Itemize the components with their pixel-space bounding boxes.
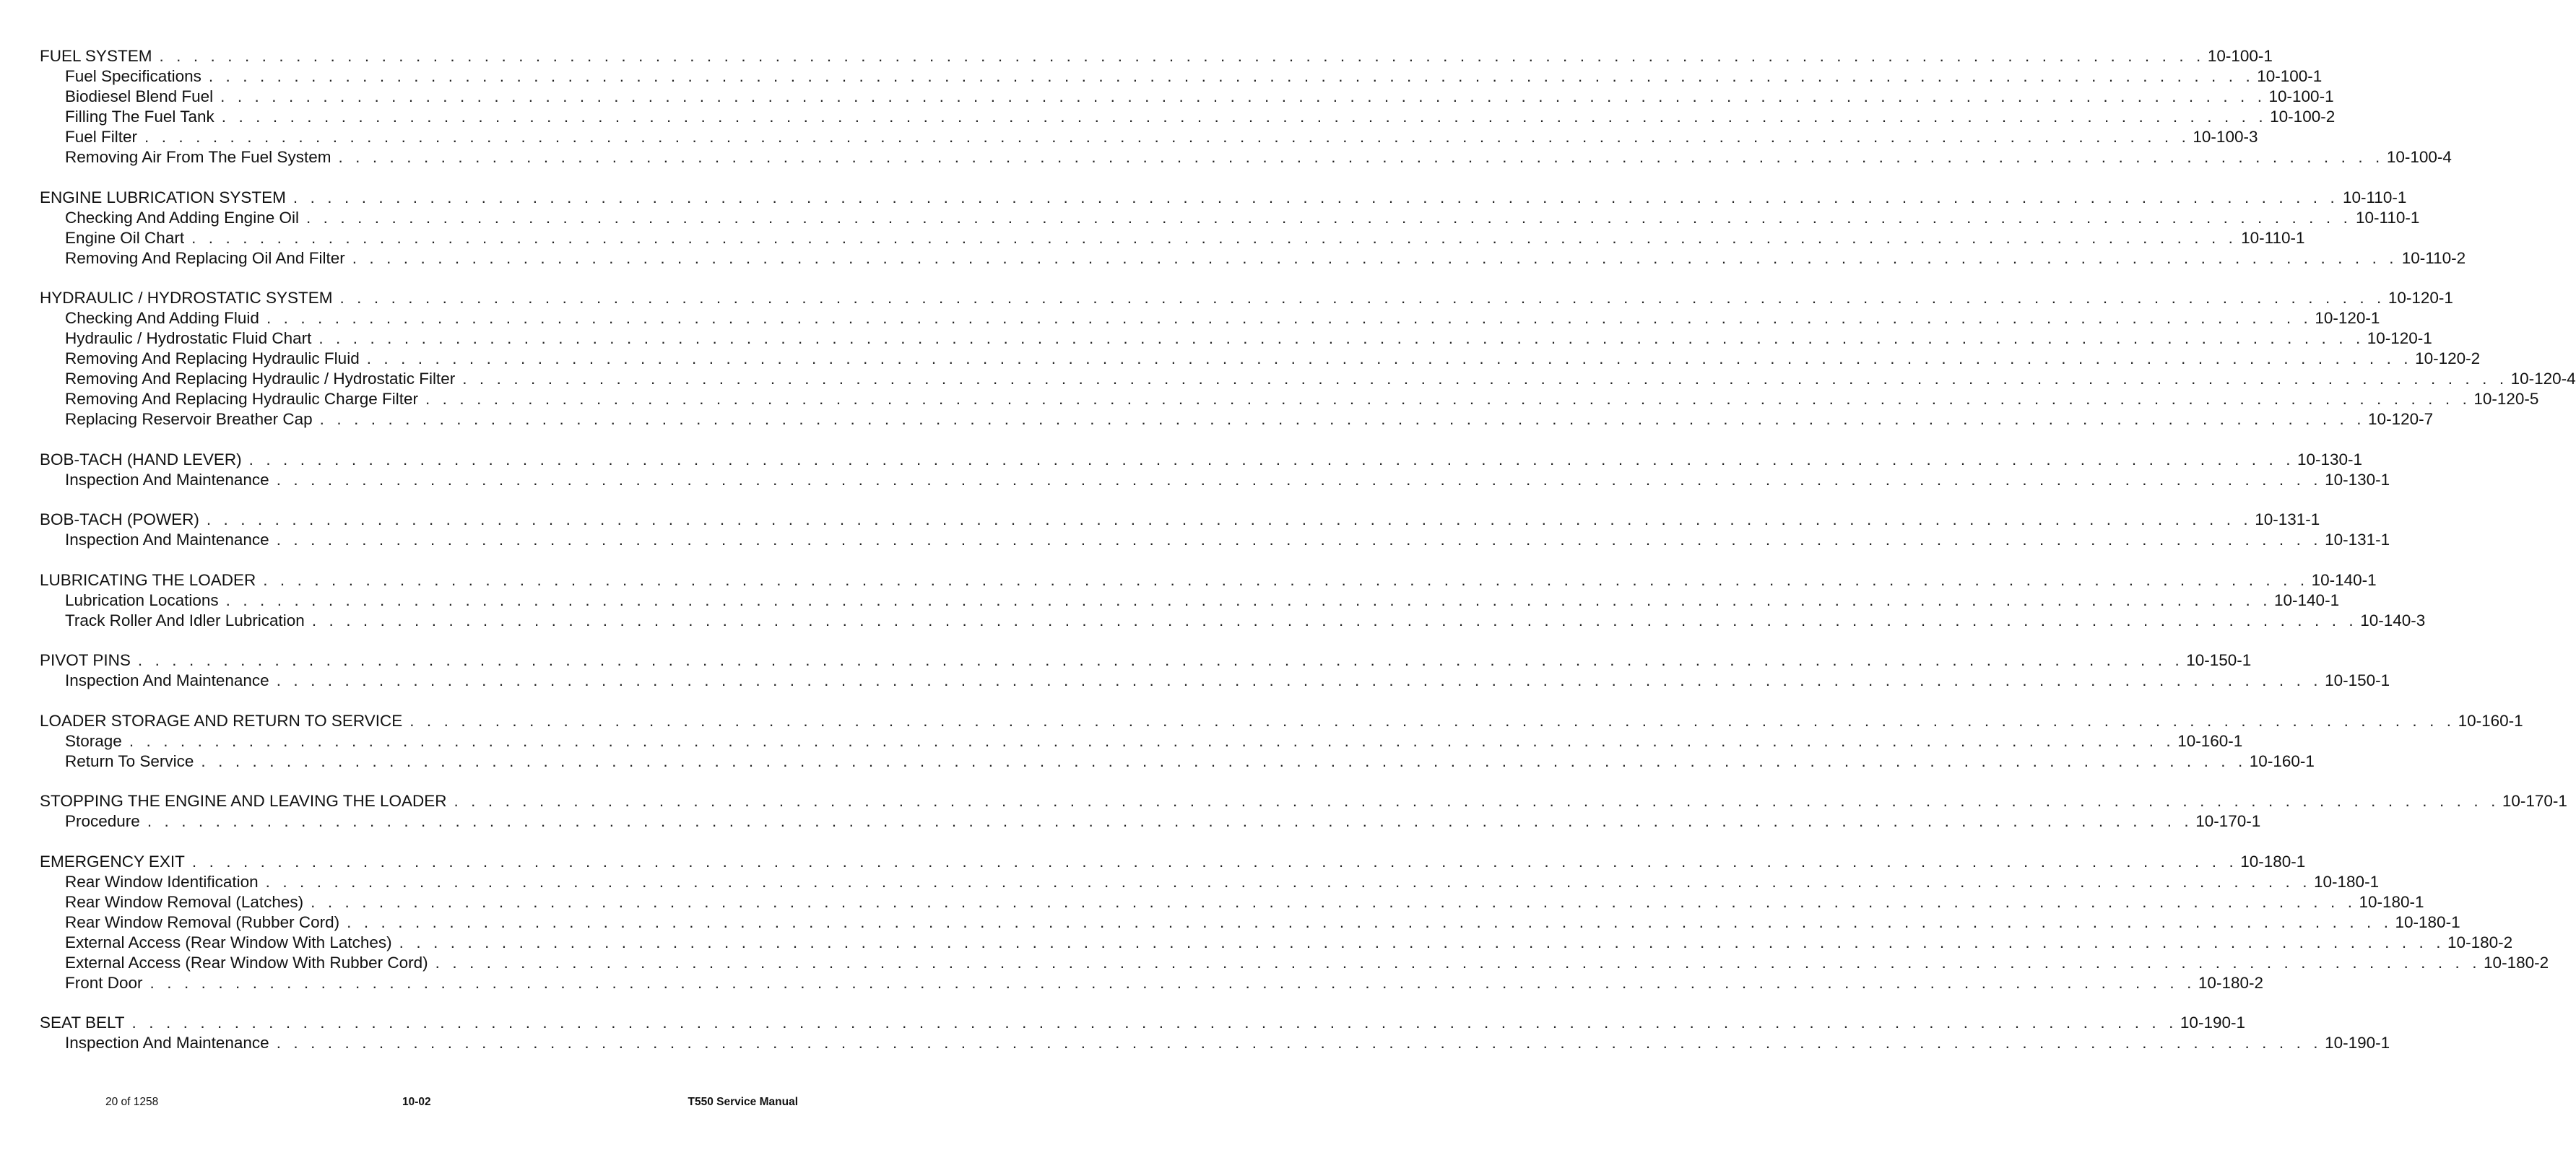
toc-page-number: 10-180-1	[2314, 872, 2380, 891]
toc-section-title: ENGINE LUBRICATION SYSTEM	[40, 188, 286, 206]
toc-subentry-title: Rear Window Removal (Rubber Cord)	[65, 912, 340, 931]
page-count: 20 of 1258	[105, 1096, 159, 1108]
toc-page-number: 10-180-2	[2447, 933, 2513, 951]
toc-subentry[interactable]	[40, 671, 2390, 691]
toc-subentry[interactable]	[40, 530, 2390, 550]
dot-leader: . . . . . . . . . . . . . . . . . . . . . . . . . . . . . . . . . . . . . . . . . . . . . . . . . . . . . . . . . . . . . . . . . . . . . . . . . . . . . . . . . . . . . . . . . . . . . . . . . . . . . . . . . . . . . . . . . . . . . . . .	[159, 47, 2205, 65]
toc-subentry-title: Fuel Specifications	[65, 67, 201, 85]
toc-section-title: HYDRAULIC / HYDROSTATIC SYSTEM	[40, 289, 333, 307]
dot-leader: . . . . . . . . . . . . . . . . . . . . . . . . . . . . . . . . . . . . . . . . . . . . . . . . . . . . . . . . . . . . . . . . . . . . . . . . . . . . . . . . . . . . . . . . . . . . . . . . . . . . . . . . . . . . . . . . . . . . . . . .	[147, 812, 2193, 830]
dot-leader: . . . . . . . . . . . . . . . . . . . . . . . . . . . . . . . . . . . . . . . . . . . . . . . . . . . . . . . . . . . . . . . . . . . . . . . . . . . . . . . . . . . . . . . . . . . . . . . . . . . . . . . . . . . . . . . . . . . . . . . .	[144, 128, 2190, 146]
toc-page-number: 10-100-1	[2268, 87, 2334, 105]
dot-leader: . . . . . . . . . . . . . . . . . . . . . . . . . . . . . . . . . . . . . . . . . . . . . . . . . . . . . . . . . . . . . . . . . . . . . . . . . . . . . . . . . . . . . . . . . . . . . . . . . . . . . . . . . . . . . . . . . . . . . . . .	[311, 611, 2358, 629]
toc-subentry[interactable]	[40, 933, 2513, 953]
dot-leader: . . . . . . . . . . . . . . . . . . . . . . . . . . . . . . . . . . . . . . . . . . . . . . . . . . . . . . . . . . . . . . . . . . . . . . . . . . . . . . . . . . . . . . . . . . . . . . . . . . . . . . . . . . . . . . . . . . . . . . . .	[276, 671, 2323, 689]
dot-leader: . . . . . . . . . . . . . . . . . . . . . . . . . . . . . . . . . . . . . . . . . . . . . . . . . . . . . . . . . . . . . . . . . . . . . . . . . . . . . . . . . . . . . . . . . . . . . . . . . . . . . . . . . . . . . . . . . . . . . . . .	[206, 510, 2252, 528]
toc-subentry-title: Biodiesel Blend Fuel	[65, 87, 214, 105]
toc-subentry[interactable]	[40, 590, 2340, 611]
toc-section-entry[interactable]	[40, 570, 2377, 590]
toc-page-number: 10-180-1	[2395, 912, 2460, 931]
dot-leader: . . . . . . . . . . . . . . . . . . . . . . . . . . . . . . . . . . . . . . . . . . . . . . . . . . . . . . . . . . . . . . . . . . . . . . . . . . . . . . . . . . . . . . . . . . . . . . . . . . . . . . . . . . . . . . . . . . . . . . . .	[338, 148, 2384, 166]
toc-subentry-title: Removing And Replacing Hydraulic / Hydrostatic Filter	[65, 370, 456, 388]
dot-leader: . . . . . . . . . . . . . . . . . . . . . . . . . . . . . . . . . . . . . . . . . . . . . . . . . . . . . . . . . . . . . . . . . . . . . . . . . . . . . . . . . . . . . . . . . . . . . . . . . . . . . . . . . . . . . . . . . . . . . . . .	[248, 450, 2295, 468]
toc-subentry-title: Checking And Adding Engine Oil	[65, 208, 299, 227]
toc-subentry-title: Hydraulic / Hydrostatic Fluid Chart	[65, 329, 312, 347]
toc-page-number: 10-120-5	[2473, 390, 2539, 408]
toc-subentry-title: External Access (Rear Window With Latches)	[65, 933, 392, 951]
toc-subentry[interactable]	[40, 912, 2460, 933]
toc-subentry[interactable]	[40, 349, 2481, 369]
toc-page-number: 10-180-2	[2484, 953, 2549, 972]
toc-page-number: 10-120-2	[2415, 349, 2481, 367]
toc-section-entry[interactable]	[40, 650, 2252, 671]
dot-leader: . . . . . . . . . . . . . . . . . . . . . . . . . . . . . . . . . . . . . . . . . . . . . . . . . . . . . . . . . . . . . . . . . . . . . . . . . . . . . . . . . . . . . . . . . . . . . . . . . . . . . . . . . . . . . . . . . . . . . . . .	[318, 329, 2364, 347]
toc-page-number: 10-131-1	[2325, 531, 2390, 549]
toc-section	[40, 852, 2549, 993]
toc-subentry-title: Front Door	[65, 973, 143, 992]
manual-title: T550 Service Manual	[688, 1096, 798, 1108]
toc-page-number: 10-120-4	[2510, 370, 2576, 388]
toc-section	[40, 510, 2390, 550]
toc-subentry-title: Removing And Replacing Oil And Filter	[65, 248, 345, 267]
toc-subentry-title: Replacing Reservoir Breather Cap	[65, 410, 313, 428]
toc-page-number: 10-110-1	[2356, 208, 2420, 227]
toc-section-entry[interactable]	[40, 852, 2306, 872]
toc-subentry-title: Removing Air From The Fuel System	[65, 148, 331, 166]
toc-section	[40, 188, 2466, 269]
toc-section-entry[interactable]	[40, 711, 2523, 731]
dot-leader: . . . . . . . . . . . . . . . . . . . . . . . . . . . . . . . . . . . . . . . . . . . . . . . . . . . . . . . . . . . . . . . . . . . . . . . . . . . . . . . . . . . . . . . . . . . . . . . . . . . . . . . . . . . . . . . . . . . . . . . .	[366, 349, 2413, 367]
toc-subentry-title: Inspection And Maintenance	[65, 470, 269, 489]
dot-leader: . . . . . . . . . . . . . . . . . . . . . . . . . . . . . . . . . . . . . . . . . . . . . . . . . . . . . . . . . . . . . . . . . . . . . . . . . . . . . . . . . . . . . . . . . . . . . . . . . . . . . . . . . . . . . . . . . . . . . . . .	[425, 390, 2471, 408]
toc-page-number: 10-120-7	[2368, 410, 2434, 428]
toc-section-title: STOPPING THE ENGINE AND LEAVING THE LOADER	[40, 792, 447, 810]
dot-leader: . . . . . . . . . . . . . . . . . . . . . . . . . . . . . . . . . . . . . . . . . . . . . . . . . . . . . . . . . . . . . . . . . . . . . . . . . . . . . . . . . . . . . . . . . . . . . . . . . . . . . . . . . . . . . . . . . . . . . . . .	[191, 228, 2237, 247]
dot-leader: . . . . . . . . . . . . . . . . . . . . . . . . . . . . . . . . . . . . . . . . . . . . . . . . . . . . . . . . . . . . . . . . . . . . . . . . . . . . . . . . . . . . . . . . . . . . . . . . . . . . . . . . . . . . . . . . . . . . . . . .	[137, 651, 2184, 669]
toc-page-number: 10-100-4	[2386, 148, 2452, 166]
toc-page-number: 10-140-3	[2360, 611, 2426, 629]
toc-subentry[interactable]	[40, 409, 2434, 430]
toc-page-number: 10-100-1	[2207, 47, 2273, 65]
dot-leader: . . . . . . . . . . . . . . . . . . . . . . . . . . . . . . . . . . . . . . . . . . . . . . . . . . . . . . . . . . . . . . . . . . . . . . . . . . . . . . . . . . . . . . . . . . . . . . . . . . . . . . . . . . . . . . . . . . . . . . . .	[149, 973, 2195, 992]
toc-page-number: 10-110-1	[2342, 188, 2407, 206]
toc-section-title: EMERGENCY EXIT	[40, 852, 185, 871]
toc-subentry[interactable]	[40, 731, 2243, 751]
toc-subentry[interactable]	[40, 872, 2380, 892]
toc-subentry[interactable]	[40, 973, 2263, 993]
toc-section	[40, 1013, 2390, 1053]
dot-leader: . . . . . . . . . . . . . . . . . . . . . . . . . . . . . . . . . . . . . . . . . . . . . . . . . . . . . . . . . . . . . . . . . . . . . . . . . . . . . . . . . . . . . . . . . . . . . . . . . . . . . . . . . . . . . . . . . . . . . . . .	[276, 531, 2323, 549]
toc-page-number: 10-170-1	[2195, 812, 2261, 830]
toc-subentry-title: Rear Window Removal (Latches)	[65, 892, 304, 911]
toc-subentry[interactable]	[40, 751, 2315, 772]
toc-subentry-title: External Access (Rear Window With Rubber Cord)	[65, 953, 428, 972]
toc-subentry-title: Checking And Adding Fluid	[65, 309, 259, 327]
toc-subentry-title: Fuel Filter	[65, 128, 138, 146]
toc-section	[40, 650, 2390, 691]
toc-page-number: 10-140-1	[2274, 590, 2340, 609]
dot-leader: . . . . . . . . . . . . . . . . . . . . . . . . . . . . . . . . . . . . . . . . . . . . . . . . . . . . . . . . . . . . . . . . . . . . . . . . . . . . . . . . . . . . . . . . . . . . . . . . . . . . . . . . . . . . . . . . . . . . . . . .	[462, 370, 2508, 388]
toc-page-number: 10-180-1	[2359, 892, 2424, 911]
toc-section-entry[interactable]	[40, 46, 2273, 66]
dot-leader: . . . . . . . . . . . . . . . . . . . . . . . . . . . . . . . . . . . . . . . . . . . . . . . . . . . . . . . . . . . . . . . . . . . . . . . . . . . . . . . . . . . . . . . . . . . . . . . . . . . . . . . . . . . . . . . . . . . . . . . .	[311, 892, 2356, 911]
dot-leader: . . . . . . . . . . . . . . . . . . . . . . . . . . . . . . . . . . . . . . . . . . . . . . . . . . . . . . . . . . . . . . . . . . . . . . . . . . . . . . . . . . . . . . . . . . . . . . . . . . . . . . . . . . . . . . . . . . . . . . . .	[208, 67, 2255, 85]
dot-leader: . . . . . . . . . . . . . . . . . . . . . . . . . . . . . . . . . . . . . . . . . . . . . . . . . . . . . . . . . . . . . . . . . . . . . . . . . . . . . . . . . . . . . . . . . . . . . . . . . . . . . . . . . . . . . . . . . . . . . . . .	[339, 289, 2385, 307]
toc-section-title: FUEL SYSTEM	[40, 47, 152, 65]
toc-section-entry[interactable]	[40, 288, 2453, 308]
toc-subentry[interactable]	[40, 1033, 2390, 1053]
dot-leader: . . . . . . . . . . . . . . . . . . . . . . . . . . . . . . . . . . . . . . . . . . . . . . . . . . . . . . . . . . . . . . . . . . . . . . . . . . . . . . . . . . . . . . . . . . . . . . . . . . . . . . . . . . . . . . . . . . . . . . . .	[454, 792, 2499, 810]
toc-page-number: 10-100-3	[2193, 128, 2258, 146]
toc-subentry-title: Filling The Fuel Tank	[65, 108, 214, 126]
page-number: 10-02	[402, 1096, 431, 1108]
toc-subentry[interactable]	[40, 147, 2452, 167]
dot-leader: . . . . . . . . . . . . . . . . . . . . . . . . . . . . . . . . . . . . . . . . . . . . . . . . . . . . . . . . . . . . . . . . . . . . . . . . . . . . . . . . . . . . . . . . . . . . . . . . . . . . . . . . . . . . . . . . . . . . . . . .	[352, 248, 2398, 267]
toc-subentry[interactable]	[40, 389, 2539, 409]
dot-leader: . . . . . . . . . . . . . . . . . . . . . . . . . . . . . . . . . . . . . . . . . . . . . . . . . . . . . . . . . . . . . . . . . . . . . . . . . . . . . . . . . . . . . . . . . . . . . . . . . . . . . . . . . . . . . . . . . . . . . . . .	[319, 410, 2366, 428]
toc-subentry[interactable]	[40, 811, 2261, 832]
toc-section	[40, 570, 2426, 631]
toc-subentry[interactable]	[40, 228, 2305, 248]
toc-subentry-title: Removing And Replacing Hydraulic Charge Filter	[65, 390, 418, 408]
dot-leader: . . . . . . . . . . . . . . . . . . . . . . . . . . . . . . . . . . . . . . . . . . . . . . . . . . . . . . . . . . . . . . . . . . . . . . . . . . . . . . . . . . . . . . . . . . . . . . . . . . . . . . . . . . . . . . . . . . . . . . . .	[263, 570, 2309, 589]
toc-section-entry[interactable]	[40, 791, 2567, 811]
table-of-contents	[40, 46, 2576, 1073]
page-footer	[0, 1096, 847, 1112]
toc-subentry[interactable]	[40, 107, 2336, 127]
toc-subentry[interactable]	[40, 892, 2424, 912]
toc-subentry-title: Storage	[65, 731, 122, 750]
toc-page-number: 10-180-1	[2240, 852, 2306, 871]
toc-subentry[interactable]	[40, 470, 2390, 490]
toc-page-number: 10-110-2	[2401, 248, 2466, 267]
dot-leader: . . . . . . . . . . . . . . . . . . . . . . . . . . . . . . . . . . . . . . . . . . . . . . . . . . . . . . . . . . . . . . . . . . . . . . . . . . . . . . . . . . . . . . . . . . . . . . . . . . . . . . . . . . . . . . . . . . . . . . . .	[129, 731, 2175, 750]
dot-leader: . . . . . . . . . . . . . . . . . . . . . . . . . . . . . . . . . . . . . . . . . . . . . . . . . . . . . . . . . . . . . . . . . . . . . . . . . . . . . . . . . . . . . . . . . . . . . . . . . . . . . . . . . . . . . . . . . . . . . . . .	[276, 470, 2323, 489]
toc-subentry-title: Engine Oil Chart	[65, 228, 185, 247]
toc-subentry[interactable]	[40, 66, 2323, 87]
toc-subentry-title: Removing And Replacing Hydraulic Fluid	[65, 349, 360, 367]
dot-leader: . . . . . . . . . . . . . . . . . . . . . . . . . . . . . . . . . . . . . . . . . . . . . . . . . . . . . . . . . . . . . . . . . . . . . . . . . . . . . . . . . . . . . . . . . . . . . . . . . . . . . . . . . . . . . . . . . . . . . . . .	[131, 1014, 2177, 1032]
toc-page-number: 10-120-1	[2367, 329, 2432, 347]
toc-subentry-title: Return To Service	[65, 751, 194, 770]
toc-subentry-title: Inspection And Maintenance	[65, 1034, 269, 1052]
toc-subentry-title: Inspection And Maintenance	[65, 531, 269, 549]
dot-leader: . . . . . . . . . . . . . . . . . . . . . . . . . . . . . . . . . . . . . . . . . . . . . . . . . . . . . . . . . . . . . . . . . . . . . . . . . . . . . . . . . . . . . . . . . . . . . . . . . . . . . . . . . . . . . . . . . . . . . . . .	[435, 953, 2481, 972]
dot-leader: . . . . . . . . . . . . . . . . . . . . . . . . . . . . . . . . . . . . . . . . . . . . . . . . . . . . . . . . . . . . . . . . . . . . . . . . . . . . . . . . . . . . . . . . . . . . . . . . . . . . . . . . . . . . . . . . . . . . . . . .	[409, 711, 2455, 730]
toc-section-title: SEAT BELT	[40, 1014, 125, 1032]
toc-page-number: 10-100-2	[2270, 108, 2336, 126]
toc-section-title: BOB-TACH (HAND LEVER)	[40, 450, 242, 468]
dot-leader: . . . . . . . . . . . . . . . . . . . . . . . . . . . . . . . . . . . . . . . . . . . . . . . . . . . . . . . . . . . . . . . . . . . . . . . . . . . . . . . . . . . . . . . . . . . . . . . . . . . . . . . . . . . . . . . . . . . . . . . .	[220, 87, 2266, 105]
toc-section-entry[interactable]	[40, 1013, 2245, 1033]
dot-leader: . . . . . . . . . . . . . . . . . . . . . . . . . . . . . . . . . . . . . . . . . . . . . . . . . . . . . . . . . . . . . . . . . . . . . . . . . . . . . . . . . . . . . . . . . . . . . . . . . . . . . . . . . . . . . . . . . . . . . . . .	[399, 933, 2445, 951]
toc-page-number: 10-131-1	[2255, 510, 2320, 528]
toc-subentry[interactable]	[40, 611, 2426, 631]
dot-leader: . . . . . . . . . . . . . . . . . . . . . . . . . . . . . . . . . . . . . . . . . . . . . . . . . . . . . . . . . . . . . . . . . . . . . . . . . . . . . . . . . . . . . . . . . . . . . . . . . . . . . . . . . . . . . . . . . . . . . . . .	[292, 188, 2339, 206]
toc-subentry[interactable]	[40, 953, 2549, 973]
toc-subentry[interactable]	[40, 328, 2432, 349]
toc-page-number: 10-170-1	[2502, 792, 2567, 810]
dot-leader: . . . . . . . . . . . . . . . . . . . . . . . . . . . . . . . . . . . . . . . . . . . . . . . . . . . . . . . . . . . . . . . . . . . . . . . . . . . . . . . . . . . . . . . . . . . . . . . . . . . . . . . . . . . . . . . . . . . . . . . .	[265, 872, 2312, 891]
toc-subentry-title: Inspection And Maintenance	[65, 671, 269, 689]
toc-section-entry[interactable]	[40, 510, 2320, 530]
toc-section-title: BOB-TACH (POWER)	[40, 510, 199, 528]
dot-leader: . . . . . . . . . . . . . . . . . . . . . . . . . . . . . . . . . . . . . . . . . . . . . . . . . . . . . . . . . . . . . . . . . . . . . . . . . . . . . . . . . . . . . . . . . . . . . . . . . . . . . . . . . . . . . . . . . . . . . . . .	[305, 208, 2352, 227]
toc-subentry-title: Rear Window Identification	[65, 872, 259, 891]
dot-leader: . . . . . . . . . . . . . . . . . . . . . . . . . . . . . . . . . . . . . . . . . . . . . . . . . . . . . . . . . . . . . . . . . . . . . . . . . . . . . . . . . . . . . . . . . . . . . . . . . . . . . . . . . . . . . . . . . . . . . . . .	[347, 912, 2393, 931]
dot-leader: . . . . . . . . . . . . . . . . . . . . . . . . . . . . . . . . . . . . . . . . . . . . . . . . . . . . . . . . . . . . . . . . . . . . . . . . . . . . . . . . . . . . . . . . . . . . . . . . . . . . . . . . . . . . . . . . . . . . . . . .	[201, 751, 2247, 770]
toc-section-entry[interactable]	[40, 450, 2363, 470]
toc-section-title: LUBRICATING THE LOADER	[40, 570, 256, 589]
toc-page-number: 10-150-1	[2186, 651, 2252, 669]
toc-section-title: LOADER STORAGE AND RETURN TO SERVICE	[40, 711, 403, 730]
toc-page-number: 10-160-1	[2458, 711, 2523, 730]
dot-leader: . . . . . . . . . . . . . . . . . . . . . . . . . . . . . . . . . . . . . . . . . . . . . . . . . . . . . . . . . . . . . . . . . . . . . . . . . . . . . . . . . . . . . . . . . . . . . . . . . . . . . . . . . . . . . . . . . . . . . . . .	[225, 590, 2272, 609]
toc-subentry[interactable]	[40, 127, 2258, 147]
dot-leader: . . . . . . . . . . . . . . . . . . . . . . . . . . . . . . . . . . . . . . . . . . . . . . . . . . . . . . . . . . . . . . . . . . . . . . . . . . . . . . . . . . . . . . . . . . . . . . . . . . . . . . . . . . . . . . . . . . . . . . . .	[191, 852, 2238, 871]
toc-page-number: 10-140-1	[2311, 570, 2377, 589]
toc-page-number: 10-160-1	[2177, 731, 2243, 750]
toc-subentry-title: Lubrication Locations	[65, 590, 219, 609]
toc-section	[40, 450, 2390, 490]
dot-leader: . . . . . . . . . . . . . . . . . . . . . . . . . . . . . . . . . . . . . . . . . . . . . . . . . . . . . . . . . . . . . . . . . . . . . . . . . . . . . . . . . . . . . . . . . . . . . . . . . . . . . . . . . . . . . . . . . . . . . . . .	[221, 108, 2268, 126]
toc-page-number: 10-190-1	[2325, 1034, 2390, 1052]
toc-page-number: 10-120-1	[2388, 289, 2453, 307]
toc-section	[40, 711, 2523, 772]
toc-subentry[interactable]	[40, 308, 2380, 328]
toc-section	[40, 791, 2567, 832]
toc-page-number: 10-160-1	[2249, 751, 2315, 770]
dot-leader: . . . . . . . . . . . . . . . . . . . . . . . . . . . . . . . . . . . . . . . . . . . . . . . . . . . . . . . . . . . . . . . . . . . . . . . . . . . . . . . . . . . . . . . . . . . . . . . . . . . . . . . . . . . . . . . . . . . . . . . .	[276, 1034, 2323, 1052]
toc-page-number: 10-110-1	[2241, 228, 2305, 247]
toc-page-number: 10-100-1	[2257, 67, 2323, 85]
toc-section	[40, 288, 2576, 430]
dot-leader: . . . . . . . . . . . . . . . . . . . . . . . . . . . . . . . . . . . . . . . . . . . . . . . . . . . . . . . . . . . . . . . . . . . . . . . . . . . . . . . . . . . . . . . . . . . . . . . . . . . . . . . . . . . . . . . . . . . . . . . .	[266, 309, 2312, 327]
toc-subentry[interactable]	[40, 87, 2334, 107]
toc-page-number: 10-130-1	[2325, 470, 2390, 489]
toc-page-number: 10-120-1	[2315, 309, 2380, 327]
toc-subentry-title: Procedure	[65, 812, 140, 830]
toc-page-number: 10-190-1	[2180, 1014, 2245, 1032]
toc-subentry[interactable]	[40, 208, 2420, 228]
toc-subentry-title: Track Roller And Idler Lubrication	[65, 611, 305, 629]
toc-section-title: PIVOT PINS	[40, 651, 131, 669]
toc-section	[40, 46, 2452, 167]
toc-page-number: 10-130-1	[2297, 450, 2363, 468]
toc-subentry[interactable]	[40, 369, 2576, 389]
toc-subentry[interactable]	[40, 248, 2466, 269]
toc-page-number: 10-150-1	[2325, 671, 2390, 689]
toc-page-number: 10-180-2	[2198, 973, 2263, 992]
toc-section-entry[interactable]	[40, 188, 2407, 208]
